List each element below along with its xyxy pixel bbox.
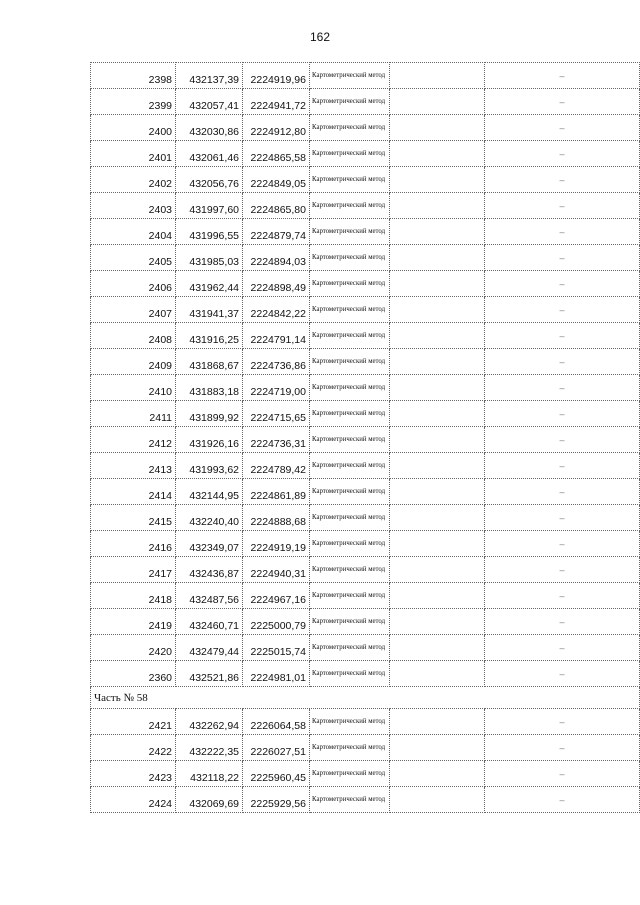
dash-cell: – bbox=[485, 167, 640, 193]
dash-cell: – bbox=[485, 271, 640, 297]
y-coordinate-cell: 2224912,80 bbox=[243, 115, 310, 141]
method-cell: Картометрический метод bbox=[310, 709, 390, 735]
point-number-cell: 2424 bbox=[91, 787, 176, 813]
y-coordinate-cell: 2224888,68 bbox=[243, 505, 310, 531]
point-number-cell: 2409 bbox=[91, 349, 176, 375]
method-cell: Картометрический метод bbox=[310, 635, 390, 661]
point-number-cell: 2423 bbox=[91, 761, 176, 787]
coordinates-table bbox=[90, 62, 640, 813]
point-number-cell: 2405 bbox=[91, 245, 176, 271]
empty-cell bbox=[390, 401, 485, 427]
empty-cell bbox=[390, 735, 485, 761]
x-coordinate-cell: 431899,92 bbox=[176, 401, 243, 427]
table-row bbox=[91, 709, 640, 735]
x-coordinate-cell: 431868,67 bbox=[176, 349, 243, 375]
y-coordinate-cell: 2224879,74 bbox=[243, 219, 310, 245]
y-coordinate-cell: 2224789,42 bbox=[243, 453, 310, 479]
x-coordinate-cell: 432056,76 bbox=[176, 167, 243, 193]
y-coordinate-cell: 2224791,14 bbox=[243, 323, 310, 349]
method-cell: Картометрический метод bbox=[310, 219, 390, 245]
empty-cell bbox=[390, 557, 485, 583]
table-row bbox=[91, 271, 640, 297]
empty-cell bbox=[390, 271, 485, 297]
point-number-cell: 2417 bbox=[91, 557, 176, 583]
x-coordinate-cell: 431985,03 bbox=[176, 245, 243, 271]
method-cell: Картометрический метод bbox=[310, 297, 390, 323]
y-coordinate-cell: 2225015,74 bbox=[243, 635, 310, 661]
x-coordinate-cell: 432144,95 bbox=[176, 479, 243, 505]
method-cell: Картометрический метод bbox=[310, 141, 390, 167]
table-row bbox=[91, 115, 640, 141]
y-coordinate-cell: 2224861,89 bbox=[243, 479, 310, 505]
table-row bbox=[91, 505, 640, 531]
point-number-cell: 2404 bbox=[91, 219, 176, 245]
point-number-cell: 2401 bbox=[91, 141, 176, 167]
point-number-cell: 2415 bbox=[91, 505, 176, 531]
y-coordinate-cell: 2226027,51 bbox=[243, 735, 310, 761]
y-coordinate-cell: 2224842,22 bbox=[243, 297, 310, 323]
method-cell: Картометрический метод bbox=[310, 193, 390, 219]
dash-cell: – bbox=[485, 505, 640, 531]
dash-cell: – bbox=[485, 661, 640, 687]
point-number-cell: 2399 bbox=[91, 89, 176, 115]
method-cell: Картометрический метод bbox=[310, 349, 390, 375]
method-cell: Картометрический метод bbox=[310, 453, 390, 479]
dash-cell: – bbox=[485, 609, 640, 635]
method-cell: Картометрический метод bbox=[310, 479, 390, 505]
y-coordinate-cell: 2224981,01 bbox=[243, 661, 310, 687]
dash-cell: – bbox=[485, 245, 640, 271]
empty-cell bbox=[390, 245, 485, 271]
method-cell: Картометрический метод bbox=[310, 245, 390, 271]
dash-cell: – bbox=[485, 297, 640, 323]
empty-cell bbox=[390, 349, 485, 375]
y-coordinate-cell: 2224898,49 bbox=[243, 271, 310, 297]
table-row bbox=[91, 193, 640, 219]
x-coordinate-cell: 431916,25 bbox=[176, 323, 243, 349]
y-coordinate-cell: 2224736,31 bbox=[243, 427, 310, 453]
point-number-cell: 2408 bbox=[91, 323, 176, 349]
dash-cell: – bbox=[485, 583, 640, 609]
dash-cell: – bbox=[485, 219, 640, 245]
table-row bbox=[91, 323, 640, 349]
dash-cell: – bbox=[485, 709, 640, 735]
method-cell: Картометрический метод bbox=[310, 557, 390, 583]
point-number-cell: 2398 bbox=[91, 63, 176, 89]
method-cell: Картометрический метод bbox=[310, 89, 390, 115]
dash-cell: – bbox=[485, 115, 640, 141]
point-number-cell: 2418 bbox=[91, 583, 176, 609]
point-number-cell: 2406 bbox=[91, 271, 176, 297]
dash-cell: – bbox=[485, 787, 640, 813]
method-cell: Картометрический метод bbox=[310, 167, 390, 193]
point-number-cell: 2419 bbox=[91, 609, 176, 635]
x-coordinate-cell: 432349,07 bbox=[176, 531, 243, 557]
section-header-row bbox=[91, 687, 640, 709]
x-coordinate-cell: 432479,44 bbox=[176, 635, 243, 661]
empty-cell bbox=[390, 63, 485, 89]
method-cell: Картометрический метод bbox=[310, 401, 390, 427]
empty-cell bbox=[390, 297, 485, 323]
y-coordinate-cell: 2225929,56 bbox=[243, 787, 310, 813]
dash-cell: – bbox=[485, 453, 640, 479]
empty-cell bbox=[390, 661, 485, 687]
point-number-cell: 2410 bbox=[91, 375, 176, 401]
table-row bbox=[91, 557, 640, 583]
empty-cell bbox=[390, 193, 485, 219]
y-coordinate-cell: 2224849,05 bbox=[243, 167, 310, 193]
table-row bbox=[91, 531, 640, 557]
x-coordinate-cell: 431996,55 bbox=[176, 219, 243, 245]
table-row bbox=[91, 635, 640, 661]
x-coordinate-cell: 432240,40 bbox=[176, 505, 243, 531]
dash-cell: – bbox=[485, 635, 640, 661]
empty-cell bbox=[390, 323, 485, 349]
table-row bbox=[91, 735, 640, 761]
x-coordinate-cell: 431962,44 bbox=[176, 271, 243, 297]
table-row bbox=[91, 219, 640, 245]
dash-cell: – bbox=[485, 141, 640, 167]
point-number-cell: 2416 bbox=[91, 531, 176, 557]
x-coordinate-cell: 432069,69 bbox=[176, 787, 243, 813]
point-number-cell: 2402 bbox=[91, 167, 176, 193]
empty-cell bbox=[390, 709, 485, 735]
method-cell: Картометрический метод bbox=[310, 531, 390, 557]
method-cell: Картометрический метод bbox=[310, 661, 390, 687]
dash-cell: – bbox=[485, 735, 640, 761]
method-cell: Картометрический метод bbox=[310, 375, 390, 401]
dash-cell: – bbox=[485, 323, 640, 349]
method-cell: Картометрический метод bbox=[310, 609, 390, 635]
point-number-cell: 2407 bbox=[91, 297, 176, 323]
x-coordinate-cell: 431997,60 bbox=[176, 193, 243, 219]
empty-cell bbox=[390, 167, 485, 193]
page-number: 162 bbox=[309, 30, 331, 44]
y-coordinate-cell: 2224719,00 bbox=[243, 375, 310, 401]
y-coordinate-cell: 2224941,72 bbox=[243, 89, 310, 115]
method-cell: Картометрический метод bbox=[310, 271, 390, 297]
point-number-cell: 2411 bbox=[91, 401, 176, 427]
empty-cell bbox=[390, 453, 485, 479]
point-number-cell: 2414 bbox=[91, 479, 176, 505]
empty-cell bbox=[390, 375, 485, 401]
method-cell: Картометрический метод bbox=[310, 735, 390, 761]
dash-cell: – bbox=[485, 479, 640, 505]
table-row bbox=[91, 141, 640, 167]
empty-cell bbox=[390, 609, 485, 635]
point-number-cell: 2403 bbox=[91, 193, 176, 219]
table-row bbox=[91, 349, 640, 375]
method-cell: Картометрический метод bbox=[310, 115, 390, 141]
empty-cell bbox=[390, 479, 485, 505]
y-coordinate-cell: 2225960,45 bbox=[243, 761, 310, 787]
y-coordinate-cell: 2224919,19 bbox=[243, 531, 310, 557]
y-coordinate-cell: 2224940,31 bbox=[243, 557, 310, 583]
y-coordinate-cell: 2224919,96 bbox=[243, 63, 310, 89]
coordinates-table-body bbox=[91, 63, 640, 813]
table-row bbox=[91, 63, 640, 89]
x-coordinate-cell: 432030,86 bbox=[176, 115, 243, 141]
x-coordinate-cell: 432057,41 bbox=[176, 89, 243, 115]
x-coordinate-cell: 432436,87 bbox=[176, 557, 243, 583]
table-row bbox=[91, 609, 640, 635]
x-coordinate-cell: 432487,56 bbox=[176, 583, 243, 609]
dash-cell: – bbox=[485, 89, 640, 115]
table-row bbox=[91, 375, 640, 401]
y-coordinate-cell: 2224736,86 bbox=[243, 349, 310, 375]
method-cell: Картометрический метод bbox=[310, 787, 390, 813]
dash-cell: – bbox=[485, 349, 640, 375]
empty-cell bbox=[390, 761, 485, 787]
empty-cell bbox=[390, 427, 485, 453]
table-row bbox=[91, 245, 640, 271]
point-number-cell: 2421 bbox=[91, 709, 176, 735]
method-cell: Картометрический метод bbox=[310, 63, 390, 89]
x-coordinate-cell: 432137,39 bbox=[176, 63, 243, 89]
empty-cell bbox=[390, 219, 485, 245]
empty-cell bbox=[390, 141, 485, 167]
y-coordinate-cell: 2224715,65 bbox=[243, 401, 310, 427]
y-coordinate-cell: 2224865,80 bbox=[243, 193, 310, 219]
table-row bbox=[91, 89, 640, 115]
x-coordinate-cell: 431883,18 bbox=[176, 375, 243, 401]
dash-cell: – bbox=[485, 63, 640, 89]
y-coordinate-cell: 2225000,79 bbox=[243, 609, 310, 635]
table-row bbox=[91, 401, 640, 427]
dash-cell: – bbox=[485, 375, 640, 401]
point-number-cell: 2412 bbox=[91, 427, 176, 453]
method-cell: Картометрический метод bbox=[310, 323, 390, 349]
method-cell: Картометрический метод bbox=[310, 505, 390, 531]
x-coordinate-cell: 432061,46 bbox=[176, 141, 243, 167]
table-row bbox=[91, 583, 640, 609]
x-coordinate-cell: 431926,16 bbox=[176, 427, 243, 453]
dash-cell: – bbox=[485, 557, 640, 583]
x-coordinate-cell: 431993,62 bbox=[176, 453, 243, 479]
dash-cell: – bbox=[485, 401, 640, 427]
table-row bbox=[91, 427, 640, 453]
y-coordinate-cell: 2224967,16 bbox=[243, 583, 310, 609]
x-coordinate-cell: 432460,71 bbox=[176, 609, 243, 635]
empty-cell bbox=[390, 583, 485, 609]
empty-cell bbox=[390, 505, 485, 531]
table-row bbox=[91, 661, 640, 687]
x-coordinate-cell: 432262,94 bbox=[176, 709, 243, 735]
empty-cell bbox=[390, 635, 485, 661]
y-coordinate-cell: 2226064,58 bbox=[243, 709, 310, 735]
dash-cell: – bbox=[485, 761, 640, 787]
table-row bbox=[91, 167, 640, 193]
empty-cell bbox=[390, 787, 485, 813]
table-row bbox=[91, 479, 640, 505]
table-row bbox=[91, 761, 640, 787]
point-number-cell: 2420 bbox=[91, 635, 176, 661]
table-row bbox=[91, 453, 640, 479]
point-number-cell: 2413 bbox=[91, 453, 176, 479]
y-coordinate-cell: 2224894,03 bbox=[243, 245, 310, 271]
point-number-cell: 2422 bbox=[91, 735, 176, 761]
x-coordinate-cell: 432521,86 bbox=[176, 661, 243, 687]
method-cell: Картометрический метод bbox=[310, 427, 390, 453]
y-coordinate-cell: 2224865,58 bbox=[243, 141, 310, 167]
section-label: Часть № 58 bbox=[91, 687, 640, 709]
dash-cell: – bbox=[485, 427, 640, 453]
method-cell: Картометрический метод bbox=[310, 761, 390, 787]
empty-cell bbox=[390, 89, 485, 115]
empty-cell bbox=[390, 531, 485, 557]
table-row bbox=[91, 297, 640, 323]
point-number-cell: 2400 bbox=[91, 115, 176, 141]
point-number-cell: 2360 bbox=[91, 661, 176, 687]
method-cell: Картометрический метод bbox=[310, 583, 390, 609]
dash-cell: – bbox=[485, 193, 640, 219]
dash-cell: – bbox=[485, 531, 640, 557]
x-coordinate-cell: 432118,22 bbox=[176, 761, 243, 787]
table-row bbox=[91, 787, 640, 813]
x-coordinate-cell: 431941,37 bbox=[176, 297, 243, 323]
empty-cell bbox=[390, 115, 485, 141]
x-coordinate-cell: 432222,35 bbox=[176, 735, 243, 761]
